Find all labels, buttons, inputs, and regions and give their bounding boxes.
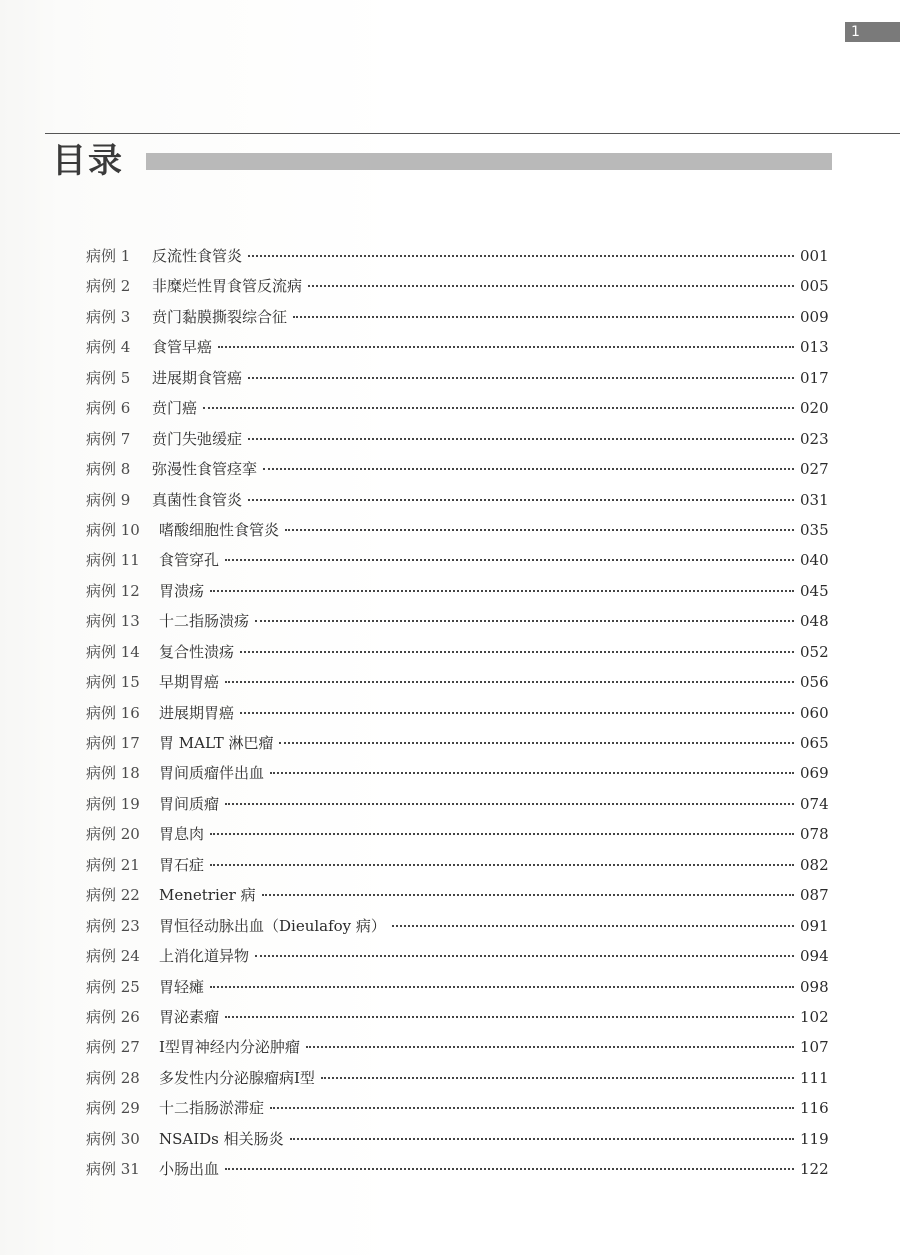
toc-dot-leader bbox=[225, 1168, 794, 1170]
toc-entry[interactable] bbox=[86, 245, 828, 275]
toc-entry[interactable] bbox=[86, 610, 828, 640]
toc-case-number: 病例 29 bbox=[86, 1099, 140, 1118]
toc-page-number: 009 bbox=[800, 307, 829, 326]
toc-page-number: 023 bbox=[800, 429, 829, 448]
toc-case-number: 病例 5 bbox=[86, 368, 131, 387]
toc-case-number: 病例 28 bbox=[86, 1068, 140, 1087]
toc-case-title: 嗜酸细胞性食管炎 bbox=[159, 520, 280, 539]
toc-case-number: 病例 12 bbox=[86, 581, 140, 600]
toc-page-number: 013 bbox=[800, 338, 829, 357]
toc-dot-leader bbox=[240, 712, 794, 714]
page-title: 目录 bbox=[52, 141, 124, 181]
toc-case-number: 病例 7 bbox=[86, 429, 131, 448]
toc-entry[interactable] bbox=[86, 1006, 828, 1036]
toc-case-title: 贲门失弛缓症 bbox=[152, 429, 243, 448]
toc-page-number: 087 bbox=[800, 886, 829, 905]
toc-dot-leader bbox=[255, 955, 794, 957]
toc-entry[interactable] bbox=[86, 702, 828, 732]
toc-page-number: 031 bbox=[800, 490, 829, 509]
toc-case-number: 病例 31 bbox=[86, 1160, 140, 1179]
toc-case-title: 进展期食管癌 bbox=[152, 368, 243, 387]
toc-case-title: 进展期胃癌 bbox=[159, 703, 235, 722]
toc-case-number: 病例 6 bbox=[86, 399, 131, 418]
toc-page-number: 122 bbox=[800, 1160, 829, 1179]
toc-case-title: NSAIDs 相关肠炎 bbox=[159, 1129, 284, 1148]
toc-entry[interactable] bbox=[86, 1158, 828, 1188]
toc-case-number: 病例 17 bbox=[86, 734, 140, 752]
toc-case-title: 胃间质瘤伴出血 bbox=[159, 764, 265, 783]
toc-entry[interactable] bbox=[86, 671, 828, 701]
toc-case-title: 早期胃癌 bbox=[159, 673, 220, 692]
toc-case-number: 病例 9 bbox=[86, 490, 131, 509]
toc-dot-leader bbox=[285, 529, 794, 531]
toc-entry[interactable] bbox=[86, 275, 828, 305]
toc-case-title: 胃石症 bbox=[159, 855, 205, 874]
toc-page-number: 048 bbox=[800, 612, 829, 631]
page-number-tab: 1 bbox=[845, 22, 900, 42]
toc-case-number: 病例 20 bbox=[86, 825, 140, 844]
toc-case-title: 贲门黏膜撕裂综合征 bbox=[152, 307, 288, 326]
toc-case-title: 反流性食管炎 bbox=[152, 247, 243, 265]
toc-page-number: 116 bbox=[800, 1099, 829, 1118]
toc-case-title: 弥漫性食管痉挛 bbox=[152, 460, 258, 479]
toc-page-number: 119 bbox=[800, 1129, 829, 1148]
toc-dot-leader bbox=[248, 377, 794, 379]
toc-page-number: 035 bbox=[800, 520, 829, 539]
toc-dot-leader bbox=[210, 833, 794, 835]
toc-case-number: 病例 30 bbox=[86, 1129, 140, 1148]
toc-case-title: 胃轻瘫 bbox=[159, 977, 205, 996]
toc-dot-leader bbox=[321, 1077, 794, 1079]
toc-case-title: 小肠出血 bbox=[159, 1160, 220, 1179]
toc-case-title: 真菌性食管炎 bbox=[152, 490, 243, 509]
toc-page-number: 094 bbox=[800, 947, 829, 966]
toc-entry[interactable] bbox=[86, 519, 828, 549]
toc-dot-leader bbox=[392, 925, 794, 927]
toc-dot-leader bbox=[218, 346, 794, 348]
toc-entry[interactable] bbox=[86, 336, 828, 366]
toc-case-number: 病例 14 bbox=[86, 642, 140, 661]
toc-entry[interactable] bbox=[86, 823, 828, 853]
toc-dot-leader bbox=[203, 407, 794, 409]
toc-page-number: 074 bbox=[800, 794, 829, 813]
toc-entry[interactable] bbox=[86, 945, 828, 975]
toc-page-number: 078 bbox=[800, 825, 829, 844]
toc-case-number: 病例 19 bbox=[86, 794, 140, 813]
toc-case-title: 胃恒径动脉出血（Dieulafoy 病） bbox=[159, 916, 386, 935]
toc-page-number: 065 bbox=[800, 734, 829, 752]
toc-entry[interactable] bbox=[86, 1067, 828, 1097]
toc-case-title: 多发性内分泌腺瘤病Ⅰ型 bbox=[159, 1068, 315, 1087]
toc-page-number: 027 bbox=[800, 460, 829, 479]
toc-dot-leader bbox=[270, 1107, 794, 1109]
toc-case-number: 病例 13 bbox=[86, 612, 140, 631]
toc-page-number: 052 bbox=[800, 642, 829, 661]
toc-case-number: 病例 3 bbox=[86, 307, 131, 326]
toc-dot-leader bbox=[248, 438, 794, 440]
toc-case-title: 非糜烂性胃食管反流病 bbox=[152, 277, 303, 296]
toc-page-number: 020 bbox=[800, 399, 829, 418]
toc-entry[interactable] bbox=[86, 489, 828, 519]
toc-page-number: 082 bbox=[800, 855, 829, 874]
toc-page-number: 060 bbox=[800, 703, 829, 722]
toc-dot-leader bbox=[306, 1046, 794, 1048]
toc-dot-leader bbox=[308, 285, 794, 287]
toc-case-number: 病例 15 bbox=[86, 673, 140, 692]
toc-entry[interactable] bbox=[86, 397, 828, 427]
toc-entry[interactable] bbox=[86, 306, 828, 336]
toc-case-title: 食管穿孔 bbox=[159, 551, 220, 570]
toc-entry[interactable] bbox=[86, 915, 828, 945]
toc-case-title: 胃泌素瘤 bbox=[159, 1007, 220, 1026]
toc-dot-leader bbox=[240, 651, 794, 653]
toc-entry[interactable] bbox=[86, 458, 828, 488]
toc-dot-leader bbox=[270, 772, 794, 774]
toc-entry[interactable] bbox=[86, 1036, 828, 1066]
toc-case-title: 胃溃疡 bbox=[159, 581, 205, 600]
toc-entry[interactable] bbox=[86, 428, 828, 458]
toc-case-number: 病例 2 bbox=[86, 277, 131, 296]
toc-dot-leader bbox=[225, 803, 794, 805]
toc-page-number: 005 bbox=[800, 277, 829, 296]
toc-dot-leader bbox=[225, 681, 794, 683]
toc-page-number: 111 bbox=[800, 1068, 829, 1087]
toc-dot-leader bbox=[225, 559, 794, 561]
toc-case-number: 病例 18 bbox=[86, 764, 140, 783]
toc-dot-leader bbox=[225, 1016, 794, 1018]
toc-dot-leader bbox=[248, 255, 794, 257]
toc-dot-leader bbox=[262, 894, 794, 896]
toc-case-title: 胃息肉 bbox=[159, 825, 205, 844]
toc-dot-leader bbox=[248, 499, 794, 501]
toc-entry[interactable] bbox=[86, 580, 828, 610]
toc-case-title: 胃间质瘤 bbox=[159, 794, 220, 813]
toc-entry[interactable] bbox=[86, 884, 828, 914]
table-of-contents bbox=[86, 245, 828, 1189]
toc-entry[interactable] bbox=[86, 976, 828, 1006]
toc-case-title: Ⅰ型胃神经内分泌肿瘤 bbox=[159, 1038, 300, 1057]
toc-case-number: 病例 16 bbox=[86, 703, 140, 722]
toc-case-title: 上消化道异物 bbox=[159, 947, 250, 966]
toc-page-number: 069 bbox=[800, 764, 829, 783]
toc-dot-leader bbox=[279, 742, 794, 744]
toc-dot-leader bbox=[210, 986, 794, 988]
toc-case-number: 病例 24 bbox=[86, 947, 140, 966]
toc-page-number: 040 bbox=[800, 551, 829, 570]
toc-case-number: 病例 4 bbox=[86, 338, 131, 357]
toc-case-title: 复合性溃疡 bbox=[159, 642, 235, 661]
toc-page-number: 098 bbox=[800, 977, 829, 996]
toc-page-number: 107 bbox=[800, 1038, 829, 1057]
toc-case-number: 病例 21 bbox=[86, 855, 140, 874]
toc-page-number: 056 bbox=[800, 673, 829, 692]
toc-case-number: 病例 26 bbox=[86, 1007, 140, 1026]
toc-entry[interactable] bbox=[86, 762, 828, 792]
toc-dot-leader bbox=[263, 468, 794, 470]
toc-case-title: 十二指肠溃疡 bbox=[159, 612, 250, 631]
toc-page-number: 091 bbox=[800, 916, 829, 935]
toc-entry[interactable] bbox=[86, 549, 828, 579]
toc-page-number: 001 bbox=[800, 247, 829, 265]
toc-entry[interactable] bbox=[86, 732, 828, 762]
toc-case-number: 病例 1 bbox=[86, 247, 131, 265]
toc-case-title: Menetrier 病 bbox=[159, 886, 256, 905]
toc-case-title: 食管早癌 bbox=[152, 338, 213, 357]
toc-case-number: 病例 25 bbox=[86, 977, 140, 996]
toc-case-number: 病例 27 bbox=[86, 1038, 140, 1057]
toc-entry[interactable] bbox=[86, 854, 828, 884]
toc-entry[interactable] bbox=[86, 1097, 828, 1127]
toc-case-title: 胃 MALT 淋巴瘤 bbox=[159, 734, 274, 752]
toc-page-number: 102 bbox=[800, 1007, 829, 1026]
toc-case-title: 贲门癌 bbox=[152, 399, 198, 418]
toc-entry[interactable] bbox=[86, 793, 828, 823]
toc-dot-leader bbox=[210, 590, 794, 592]
toc-page-number: 045 bbox=[800, 581, 829, 600]
toc-case-title: 十二指肠淤滞症 bbox=[159, 1099, 265, 1118]
toc-entry[interactable] bbox=[86, 641, 828, 671]
toc-dot-leader bbox=[255, 620, 794, 622]
toc-page-number: 017 bbox=[800, 368, 829, 387]
toc-case-number: 病例 10 bbox=[86, 520, 140, 539]
toc-case-number: 病例 8 bbox=[86, 460, 131, 479]
toc-entry[interactable] bbox=[86, 1128, 828, 1158]
toc-dot-leader bbox=[210, 864, 794, 866]
toc-entry[interactable] bbox=[86, 367, 828, 397]
toc-case-number: 病例 11 bbox=[86, 551, 140, 570]
toc-dot-leader bbox=[290, 1138, 794, 1140]
toc-case-number: 病例 22 bbox=[86, 886, 140, 905]
header-rule bbox=[45, 133, 900, 134]
toc-dot-leader bbox=[293, 316, 794, 318]
title-decoration-bar bbox=[146, 153, 832, 170]
toc-case-number: 病例 23 bbox=[86, 916, 140, 935]
